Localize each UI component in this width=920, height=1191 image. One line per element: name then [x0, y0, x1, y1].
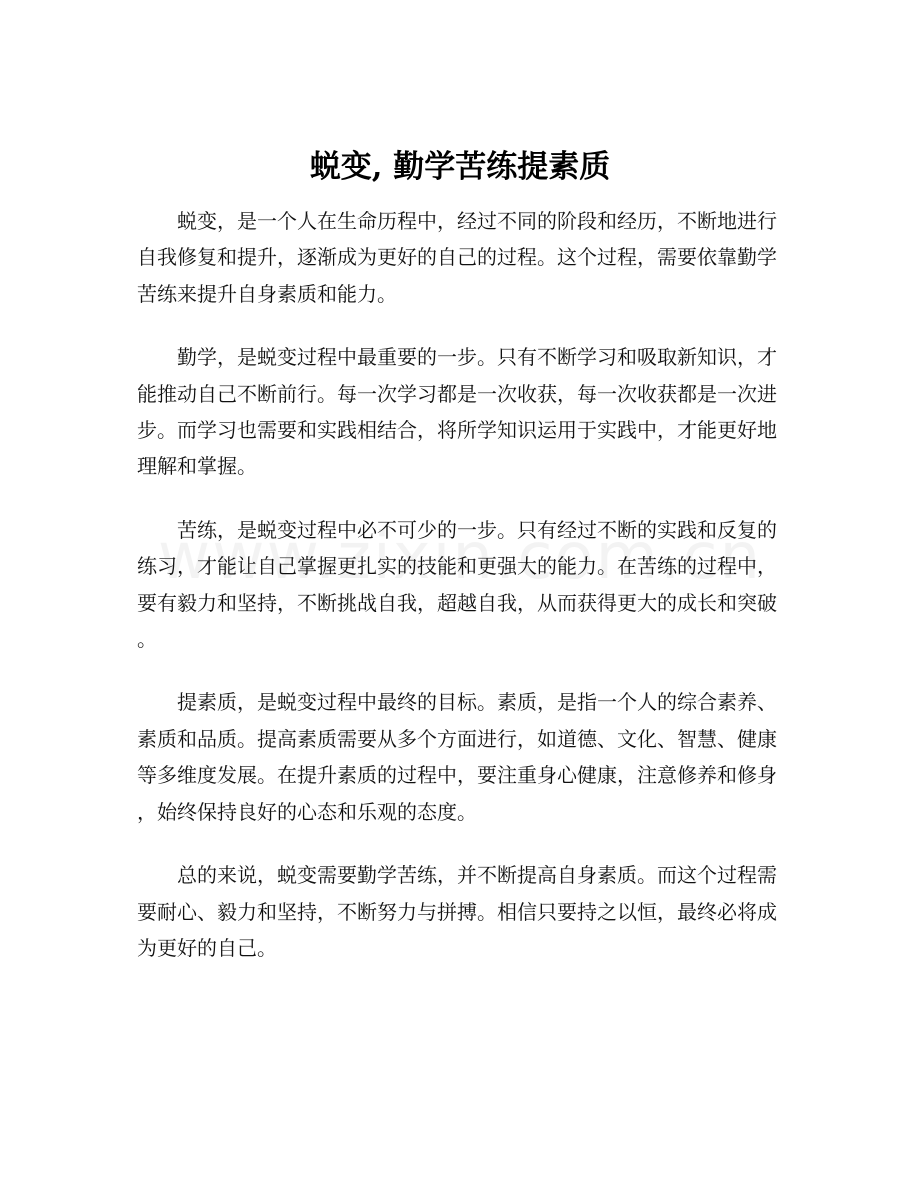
paragraph-intro: 蜕变，是一个人在生命历程中，经过不同的阶段和经历，不断地进行自我修复和提升，逐渐成为更好的自己的过程。这个过程，需要依靠勤学苦练来提升自身素质和能力。	[137, 209, 777, 306]
document-body	[137, 203, 777, 993]
paragraph-diligent-study: 勤学，是蜕变过程中最重要的一步。只有不断学习和吸取新知识，才能推动自己不断前行。每一次学习都是一次收获，每一次收获都是一次进步。而学习也需要和实践相结合，将所学知识运用于实践中，才能更好地理解和掌握。	[137, 345, 777, 479]
paragraph-conclusion: 总的来说，蜕变需要勤学苦练，并不断提高自身素质。而这个过程需要耐心、毅力和坚持，不断努力与拼搏。相信只要持之以恒，最终必将成为更好的自己。	[137, 863, 777, 960]
paragraph-improve-quality: 提素质，是蜕变过程中最终的目标。素质，是指一个人的综合素养、素质和品质。提高素质需要从多个方面进行，如道德、文化、智慧、健康等多维度发展。在提升素质的过程中，要注重身心健康，注意修养和修身，始终保持良好的心态和乐观的态度。	[137, 690, 777, 824]
document-title: 蜕变, 勤学苦练提素质	[309, 149, 611, 185]
paragraph-hard-practice: 苦练，是蜕变过程中必不可少的一步。只有经过不断的实践和反复的练习，才能让自己掌握更扎实的技能和更强大的能力。在苦练的过程中，要有毅力和坚持，不断挑战自我，超越自我，从而获得更大的成长和突破。	[137, 517, 777, 652]
